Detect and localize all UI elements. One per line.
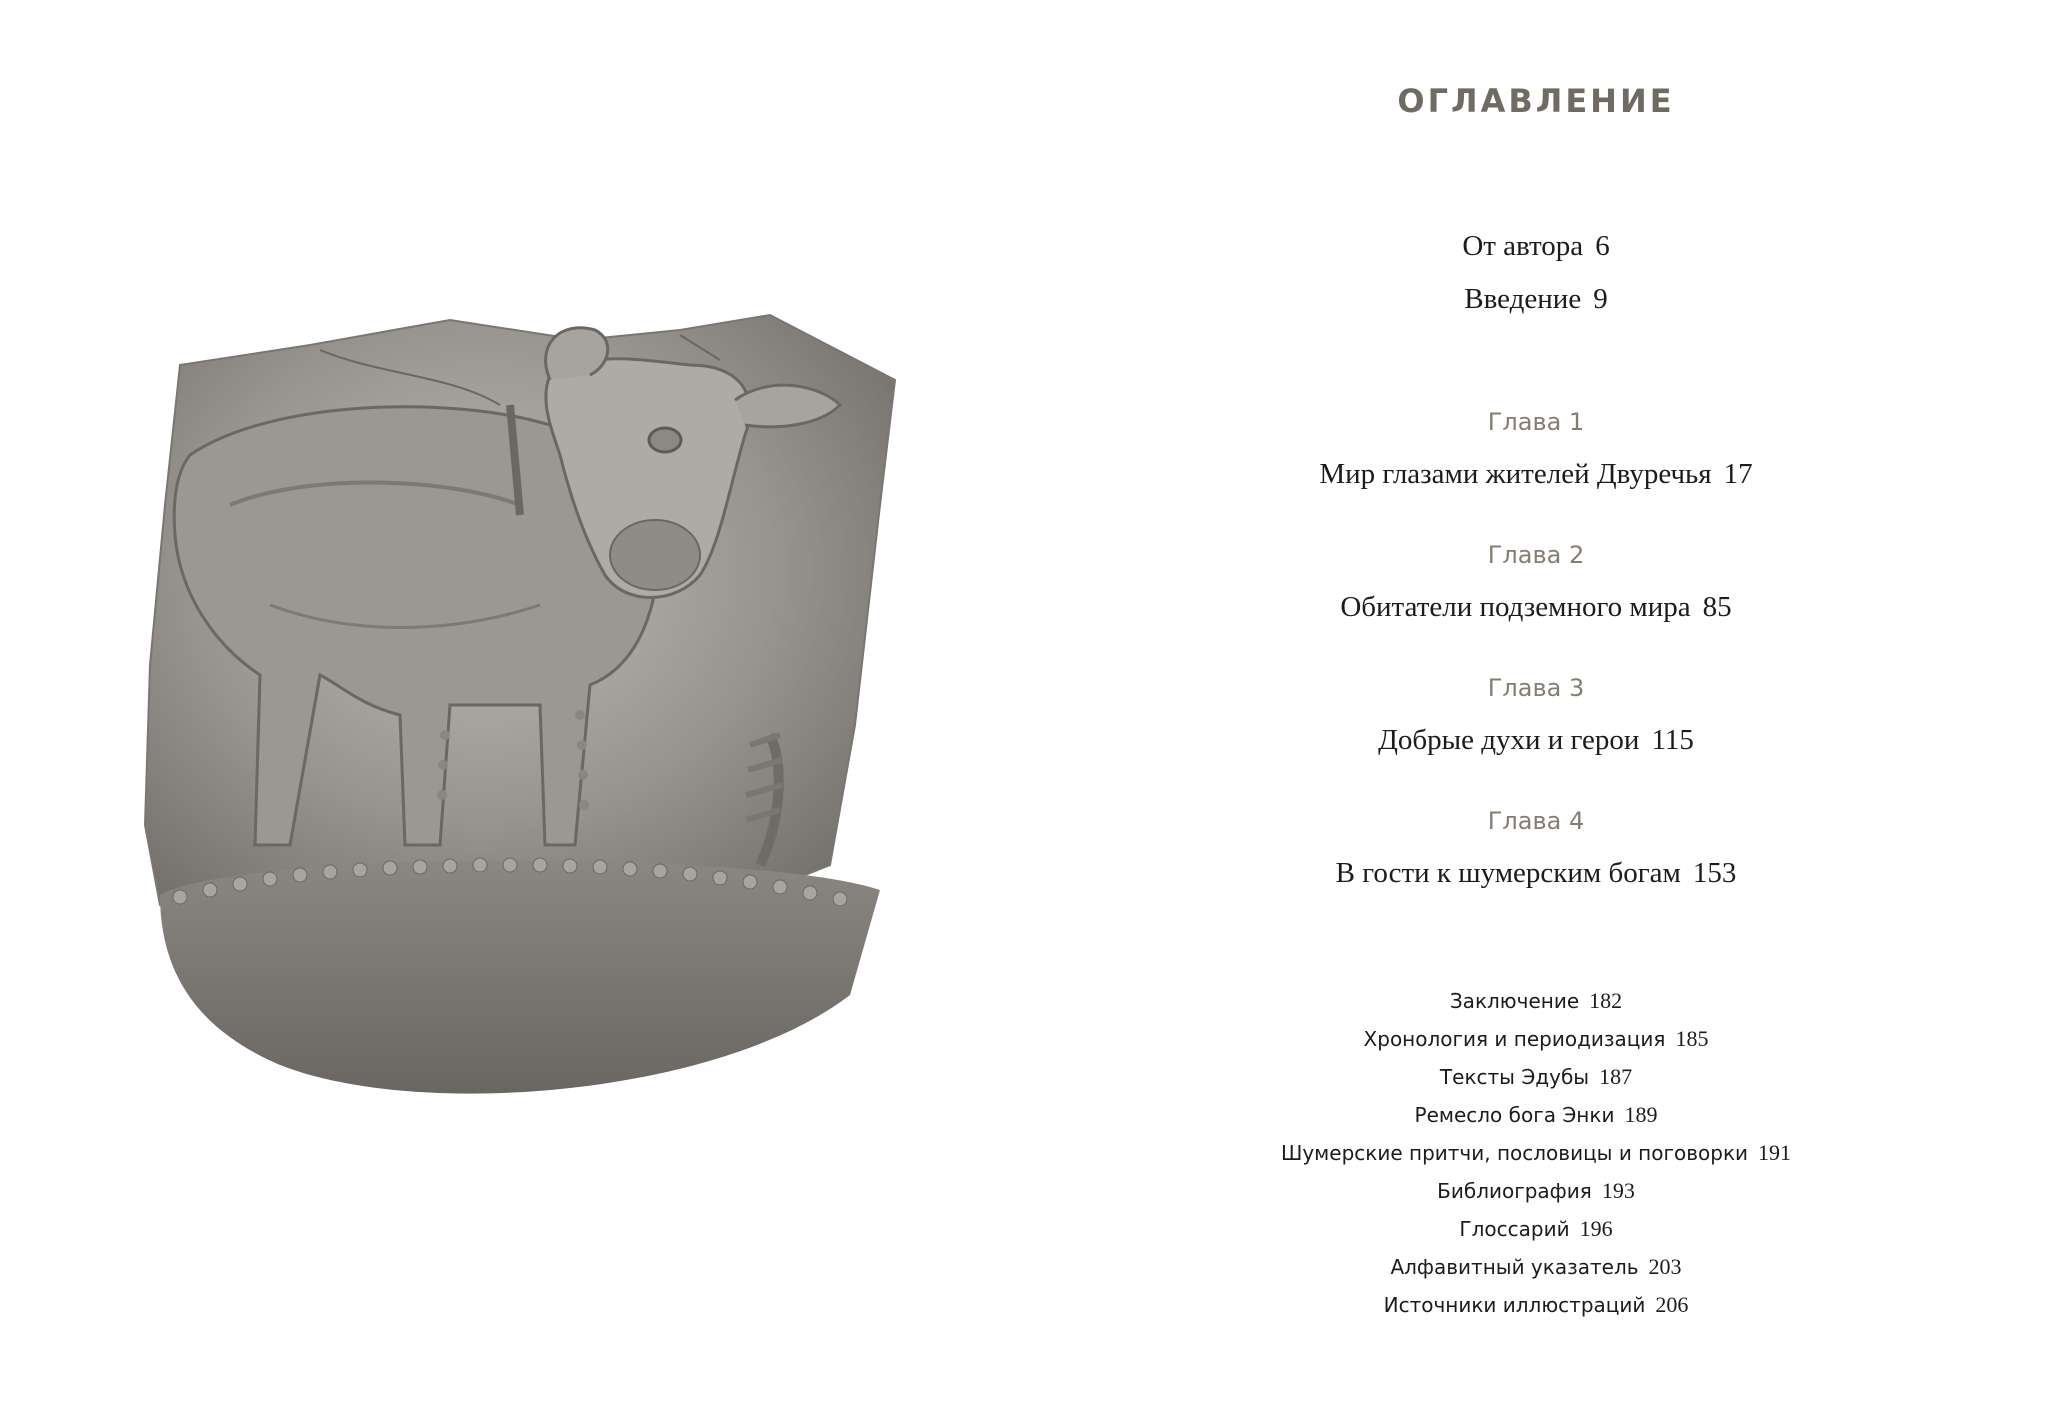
toc-entry-glossary[interactable] xyxy=(1024,1216,2048,1242)
entry-label: Добрые духи и герои xyxy=(1378,724,1640,756)
entry-label: Мир глазами жителей Двуречья xyxy=(1319,458,1712,490)
entry-label: Хронология и периодизация xyxy=(1363,1027,1666,1051)
chapter-3-label: Глава 3 xyxy=(1487,674,1585,702)
entry-page-number: 196 xyxy=(1579,1216,1613,1241)
entry-page-number: 182 xyxy=(1589,988,1623,1013)
entry-label: Ремесло бога Энки xyxy=(1414,1103,1615,1127)
entry-label: Введение xyxy=(1464,283,1582,315)
toc-entry-introduction[interactable] xyxy=(1024,283,2048,316)
entry-label: Глоссарий xyxy=(1459,1217,1570,1241)
chapter-1-label: Глава 1 xyxy=(1487,408,1585,436)
entry-label: Заключение xyxy=(1449,989,1580,1013)
entry-page-number: 17 xyxy=(1723,458,1753,490)
toc-entry-illustration-sources[interactable] xyxy=(1024,1292,2048,1318)
right-page xyxy=(1024,0,2048,1426)
entry-label: Обитатели подземного мира xyxy=(1340,591,1691,623)
toc-entry-edubba-texts[interactable] xyxy=(1024,1064,2048,1090)
entry-page-number: 191 xyxy=(1758,1140,1792,1165)
toc-entry-bibliography[interactable] xyxy=(1024,1178,2048,1204)
entry-page-number: 85 xyxy=(1702,591,1732,623)
entry-label: Шумерские притчи, пословицы и поговорки xyxy=(1280,1141,1749,1165)
entry-page-number: 206 xyxy=(1655,1292,1689,1317)
chapter-2-label: Глава 2 xyxy=(1487,541,1585,569)
stone-relief-bull-icon xyxy=(120,305,920,1145)
entry-label: Библиография xyxy=(1437,1179,1592,1203)
entry-page-number: 203 xyxy=(1648,1254,1682,1279)
entry-label: От автора xyxy=(1462,230,1584,262)
toc-entry-foreword[interactable] xyxy=(1024,230,2048,263)
toc-entry-conclusion[interactable] xyxy=(1024,988,2048,1014)
entry-page-number: 193 xyxy=(1601,1178,1635,1203)
entry-label: В гости к шумерским богам xyxy=(1335,857,1681,889)
entry-page-number: 153 xyxy=(1692,857,1737,889)
chapter-4-label: Глава 4 xyxy=(1487,807,1585,835)
toc-entry-chapter-3[interactable] xyxy=(1024,724,2048,757)
toc-entry-chronology[interactable] xyxy=(1024,1026,2048,1052)
entry-page-number: 189 xyxy=(1624,1102,1658,1127)
entry-page-number: 9 xyxy=(1593,283,1608,315)
toc-entry-proverbs[interactable] xyxy=(1024,1140,2048,1166)
toc-entry-chapter-2[interactable] xyxy=(1024,591,2048,624)
toc-entry-chapter-1[interactable] xyxy=(1024,458,2048,491)
toc-entry-enki-craft[interactable] xyxy=(1024,1102,2048,1128)
entry-label: Тексты Эдубы xyxy=(1439,1065,1590,1089)
entry-page-number: 187 xyxy=(1599,1064,1633,1089)
toc-entry-index[interactable] xyxy=(1024,1254,2048,1280)
toc-entry-chapter-4[interactable] xyxy=(1024,857,2048,890)
toc-title: ОГЛАВЛЕНИЕ xyxy=(1397,82,1675,120)
entry-page-number: 115 xyxy=(1651,724,1694,756)
entry-page-number: 185 xyxy=(1675,1026,1709,1051)
entry-label: Алфавитный указатель xyxy=(1390,1255,1639,1279)
entry-label: Источники иллюстраций xyxy=(1383,1293,1646,1317)
entry-page-number: 6 xyxy=(1595,230,1610,262)
